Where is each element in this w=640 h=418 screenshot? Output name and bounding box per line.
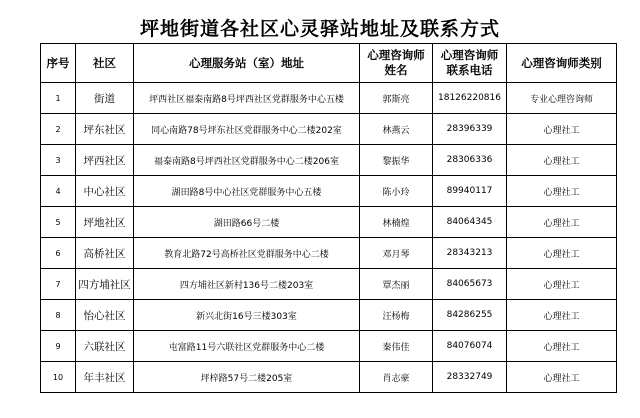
row-address: 新兴北街16号三楼303室 [134,300,360,331]
row-counselor-phone: 28332749 [433,362,507,393]
row-index: 6 [41,238,76,269]
row-counselor-type: 心理社工 [507,145,617,176]
header-row [41,44,617,83]
row-address: 屯富路11号六联社区党群服务中心二楼 [134,331,360,362]
row-counselor-name: 林燕云 [360,114,433,145]
row-counselor-type: 专业心理咨询师 [507,83,617,114]
row-counselor-type: 心理社工 [507,362,617,393]
row-counselor-phone: 28343213 [433,238,507,269]
row-community: 街道 [76,83,134,114]
row-counselor-type: 心理社工 [507,269,617,300]
row-counselor-name: 邓月琴 [360,238,433,269]
row-address: 湖田路8号中心社区党群服务中心五楼 [134,176,360,207]
header-index: 序号 [41,44,76,83]
row-counselor-type: 心理社工 [507,114,617,145]
row-index: 2 [41,114,76,145]
row-index: 10 [41,362,76,393]
row-index: 9 [41,331,76,362]
table-row [41,83,617,114]
row-counselor-name: 陈小玲 [360,176,433,207]
row-counselor-phone: 84065673 [433,269,507,300]
header-community: 社区 [76,44,134,83]
row-index: 3 [41,145,76,176]
row-counselor-phone: 84286255 [433,300,507,331]
header-counselor-type: 心理咨询师类别 [507,44,617,83]
row-address: 教育北路72号高桥社区党群服务中心二楼 [134,238,360,269]
row-counselor-name: 秦伟佳 [360,331,433,362]
row-counselor-name: 覃杰丽 [360,269,433,300]
row-community: 坪西社区 [76,145,134,176]
row-community: 高桥社区 [76,238,134,269]
page-title: 坪地街道各社区心灵驿站地址及联系方式 [139,18,500,40]
header-address: 心理服务站（室）地址 [134,44,360,83]
row-counselor-name: 郭斯亮 [360,83,433,114]
row-counselor-type: 心理社工 [507,176,617,207]
header-counselor-phone [433,44,507,83]
row-address: 四方埔社区新村136号二楼203室 [134,269,360,300]
row-community: 坪东社区 [76,114,134,145]
table-row [41,238,617,269]
row-counselor-name: 肖志豪 [360,362,433,393]
row-community: 年丰社区 [76,362,134,393]
row-community: 坪地社区 [76,207,134,238]
row-index: 1 [41,83,76,114]
row-community: 四方埔社区 [76,269,134,300]
row-counselor-type: 心理社工 [507,238,617,269]
header-counselor-name-line1: 心理咨询师 [367,48,425,62]
row-community: 怡心社区 [76,300,134,331]
row-address: 坪梓路57号二楼205室 [134,362,360,393]
row-counselor-name: 黎振华 [360,145,433,176]
row-counselor-phone: 28396339 [433,114,507,145]
header-counselor-name [360,44,433,83]
row-address: 坪西社区福泰南路8号坪西社区党群服务中心五楼 [134,83,360,114]
header-counselor-phone-line2: 联系电话 [446,63,493,77]
table-row [41,207,617,238]
row-index: 5 [41,207,76,238]
row-counselor-phone: 28306336 [433,145,507,176]
row-address: 湖田路66号二楼 [134,207,360,238]
table-row [41,114,617,145]
row-counselor-name: 汪杨梅 [360,300,433,331]
row-counselor-phone: 18126220816 [433,83,507,114]
row-index: 4 [41,176,76,207]
row-community: 六联社区 [76,331,134,362]
row-community: 中心社区 [76,176,134,207]
row-counselor-phone: 84064345 [433,207,507,238]
row-address: 同心南路78号坪东社区党群服务中心二楼202室 [134,114,360,145]
row-counselor-phone: 89940117 [433,176,507,207]
row-index: 8 [41,300,76,331]
table-row [41,145,617,176]
row-address: 福泰南路8号坪西社区党群服务中心二楼206室 [134,145,360,176]
table-row [41,269,617,300]
row-index: 7 [41,269,76,300]
row-counselor-type: 心理社工 [507,300,617,331]
row-counselor-name: 林楠煌 [360,207,433,238]
table-row [41,176,617,207]
table-row [41,300,617,331]
table-row [41,331,617,362]
header-counselor-phone-line1: 心理咨询师 [440,48,499,62]
row-counselor-phone: 84076074 [433,331,507,362]
row-counselor-type: 心理社工 [507,207,617,238]
table-row [41,362,617,393]
contact-table [40,43,617,393]
row-counselor-type: 心理社工 [507,331,617,362]
header-counselor-name-line2: 姓名 [384,63,408,77]
